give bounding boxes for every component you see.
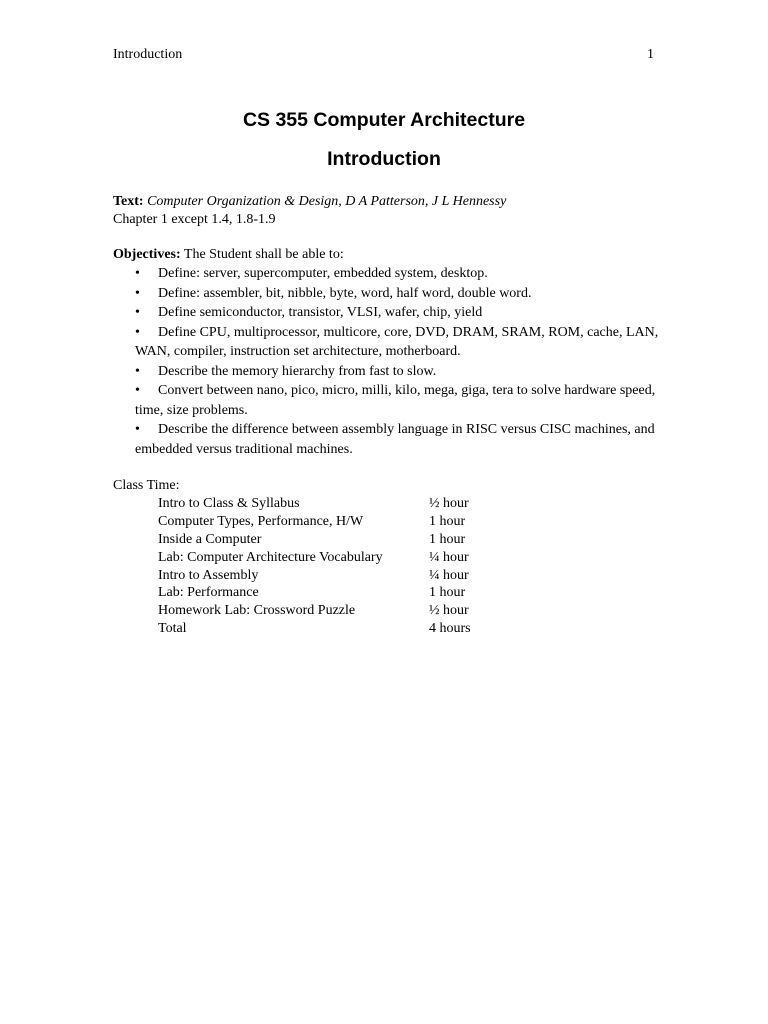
class-time-item: Computer Types, Performance, H/W [158,514,364,529]
objective-item [135,362,665,382]
document-subtitle: Introduction [327,148,441,170]
objective-item [135,381,665,420]
objective-item [135,264,665,284]
class-time-duration: 4 hours [429,621,471,636]
class-time-item: Total [158,621,187,636]
bullet-icon: • [135,383,140,398]
objectives-label: Objectives: [113,247,181,262]
objective-text: Define CPU, multiprocessor, multicore, core, DVD, DRAM, SRAM, ROM, cache, LAN, WAN, compiler, instruction set architecture, motherboard. [135,324,659,359]
class-time-item: Inside a Computer [158,532,262,547]
objective-item [135,420,665,459]
class-time-item: Homework Lab: Crossword Puzzle [158,603,356,618]
class-time-item: Lab: Computer Architecture Vocabulary [158,550,383,565]
class-time-duration: ½ hour [429,603,469,618]
objective-text: Define semiconductor, transistor, VLSI, wafer, chip, yield [158,305,483,320]
objective-text: Define: assembler, bit, nibble, byte, word, half word, double word. [158,285,532,301]
objective-text: Describe the memory hierarchy from fast to slow. [158,363,437,379]
page-header-title: Introduction [113,47,183,62]
class-time-duration: ½ hour [429,496,469,511]
objective-item [135,303,665,323]
bullet-icon: • [135,324,140,340]
objectives-line [113,247,344,263]
bullet-icon: • [135,422,140,437]
objective-text: Define: server, supercomputer, embedded system, desktop. [158,266,488,281]
text-line [113,194,506,210]
class-time-item: Intro to Assembly [158,568,259,583]
chapter-line: Chapter 1 except 1.4, 1.8-1.9 [113,212,276,227]
objective-item [135,323,665,362]
objective-text: Describe the difference between assembly language in RISC versus CISC machines, and embedded versus traditional machines. [135,422,655,457]
class-time-label: Class Time: [113,478,180,493]
objectives-list [135,264,665,459]
class-time-duration: 1 hour [429,532,466,547]
objectives-intro: The Student shall be able to: [183,247,344,262]
class-time-item: Intro to Class & Syllabus [158,496,300,511]
class-time-duration: 1 hour [429,514,466,529]
class-time-duration: 1 hour [429,585,466,600]
class-time-duration: ¼ hour [429,568,469,583]
bullet-icon: • [135,266,140,281]
document-title: CS 355 Computer Architecture [242,109,526,131]
page-number: 1 [647,47,654,62]
objective-text: Convert between nano, pico, micro, milli, kilo, mega, giga, tera to solve hardware speed, time, size problems. [135,383,656,418]
textbook-reference: Computer Organization & Design, D A Patterson, J L Hennessy [147,194,507,209]
text-label: Text: [113,194,144,209]
class-time-duration: ¼ hour [429,550,469,565]
objective-item [135,284,665,304]
bullet-icon: • [135,285,140,301]
bullet-icon: • [135,305,140,320]
class-time-item: Lab: Performance [158,585,259,600]
bullet-icon: • [135,363,140,379]
